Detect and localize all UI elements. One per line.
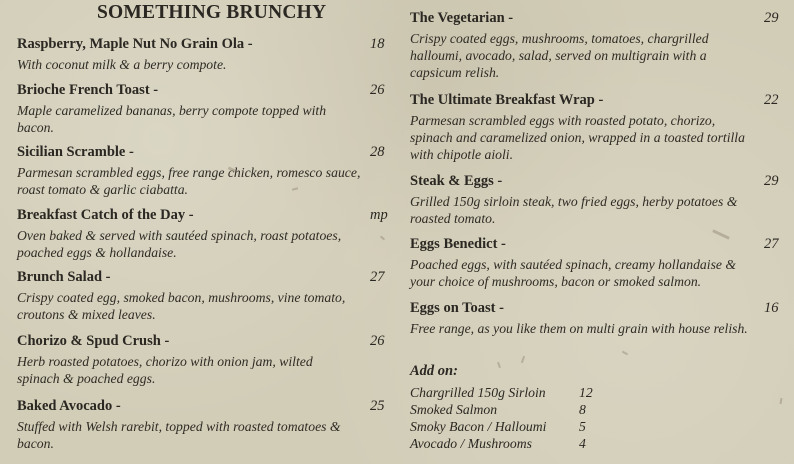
paper-speck — [521, 356, 525, 363]
menu-item: Chorizo & Spud Crush - 26 Herb roasted potatoes, chorizo with onion jam, wilted spinach & poached eggs. — [17, 332, 387, 387]
addon-price: 5 — [579, 419, 586, 434]
item-name: Brioche French Toast — [17, 82, 150, 98]
addons-heading: Add on: — [410, 363, 458, 379]
item-name: Breakfast Catch of the Day — [17, 207, 186, 223]
item-description: Maple caramelized bananas, berry compote topped with bacon. — [17, 103, 327, 135]
item-name: Sicilian Scramble — [17, 144, 126, 160]
item-price: 26 — [370, 82, 385, 98]
menu-item: The Ultimate Breakfast Wrap - 22 Parmesan scrambled eggs with roasted potato, chorizo, spinach and caramelized onion, wrapped in a toasted tortilla with chipotle aioli. — [410, 92, 779, 162]
addon-price: 8 — [579, 402, 586, 417]
menu-item: Brioche French Toast - 26 Maple caramelized bananas, berry compote topped with bacon. — [17, 81, 387, 136]
item-description: Free range, as you like them on multi grain with house relish. — [410, 321, 748, 336]
addon-item — [410, 418, 610, 435]
paper-speck — [779, 398, 782, 404]
item-description: Herb roasted potatoes, chorizo with onion jam, wilted spinach & poached eggs. — [17, 354, 313, 386]
item-name: Eggs Benedict — [410, 236, 498, 252]
menu-item: Brunch Salad - 27 Crispy coated egg, smoked bacon, mushrooms, vine tomato, croutons & mixed leaves. — [17, 268, 387, 323]
menu-item: Eggs Benedict - 27 Poached eggs, with sautéed spinach, creamy hollandaise & your choice of mushrooms, bacon or smoked salmon. — [410, 236, 779, 289]
item-description: Grilled 150g sirloin steak, two fried eggs, herby potatoes & roasted tomato. — [410, 194, 738, 226]
addon-name: Avocado / Mushrooms — [410, 436, 532, 451]
addon-name: Smoky Bacon / Halloumi — [410, 419, 547, 434]
addon-name: Chargrilled 150g Sirloin — [410, 385, 546, 400]
item-name: Steak & Eggs — [410, 173, 494, 189]
item-price: 29 — [764, 10, 779, 26]
item-price: 25 — [370, 398, 385, 414]
item-name: The Ultimate Breakfast Wrap — [410, 92, 595, 108]
addon-price: 12 — [579, 385, 593, 400]
item-price: 22 — [764, 92, 779, 108]
item-price: 27 — [370, 269, 385, 285]
item-name: Chorizo & Spud Crush — [17, 333, 161, 349]
item-price: mp — [370, 207, 388, 223]
menu-item: Baked Avocado - 25 Stuffed with Welsh rarebit, topped with roasted tomatoes & bacon. — [17, 397, 387, 452]
addon-item — [410, 435, 610, 452]
menu-item: Eggs on Toast - 16 Free range, as you like them on multi grain with house relish. — [410, 300, 779, 336]
item-price: 27 — [764, 236, 779, 252]
menu-item: The Vegetarian - 29 Crispy coated eggs, mushrooms, tomatoes, chargrilled halloumi, avocado, salad, served on multigrain with a capsicum relish. — [410, 10, 779, 80]
menu-item: Raspberry, Maple Nut No Grain Ola - 18 With coconut milk & a berry compote. — [17, 35, 387, 73]
addon-price: 4 — [579, 436, 586, 451]
menu-item: Steak & Eggs - 29 Grilled 150g sirloin steak, two fried eggs, herby potatoes & roasted tomato. — [410, 173, 779, 226]
item-name: Baked Avocado — [17, 398, 113, 414]
item-name: Raspberry, Maple Nut No Grain Ola — [17, 36, 245, 52]
item-description: Poached eggs, with sautéed spinach, creamy hollandaise & your choice of mushrooms, bacon or smoked salmon. — [410, 257, 737, 289]
item-description: Oven baked & served with sautéed spinach, roast potatoes, poached eggs & hollandaise. — [17, 228, 342, 260]
item-price: 18 — [370, 36, 385, 52]
section-title: SOMETHING BRUNCHY — [97, 2, 327, 23]
paper-speck — [497, 362, 501, 368]
addon-name: Smoked Salmon — [410, 402, 498, 417]
item-description: Parmesan scrambled eggs with roasted potato, chorizo, spinach and caramelized onion, wrapped in a toasted tortilla with chipotle aioli. — [410, 113, 745, 162]
menu-item: Breakfast Catch of the Day - mp Oven baked & served with sautéed spinach, roast potatoes, poached eggs & hollandaise. — [17, 207, 388, 260]
item-name: The Vegetarian — [410, 10, 505, 26]
item-description: Stuffed with Welsh rarebit, topped with roasted tomatoes & bacon. — [17, 419, 341, 451]
menu-item: Sicilian Scramble - 28 Parmesan scrambled eggs, free range chicken, romesco sauce, roast tomato & garlic ciabatta. — [17, 143, 387, 198]
paper-speck — [622, 351, 628, 356]
item-description: Parmesan scrambled eggs, free range chicken, romesco sauce, roast tomato & garlic ciabatta. — [17, 165, 361, 197]
addon-item — [410, 384, 610, 401]
item-description: With coconut milk & a berry compote. — [17, 57, 227, 72]
item-name: Brunch Salad — [17, 269, 103, 285]
item-description: Crispy coated eggs, mushrooms, tomatoes, chargrilled halloumi, avocado, salad, served on multigrain with a capsicum relish. — [410, 31, 709, 80]
addon-item — [410, 401, 610, 418]
item-price: 16 — [764, 300, 779, 316]
item-name: Eggs on Toast — [410, 300, 496, 316]
item-price: 28 — [370, 144, 385, 160]
item-description: Crispy coated egg, smoked bacon, mushrooms, vine tomato, croutons & mixed leaves. — [17, 290, 346, 322]
item-price: 29 — [764, 173, 779, 189]
item-price: 26 — [370, 333, 385, 349]
